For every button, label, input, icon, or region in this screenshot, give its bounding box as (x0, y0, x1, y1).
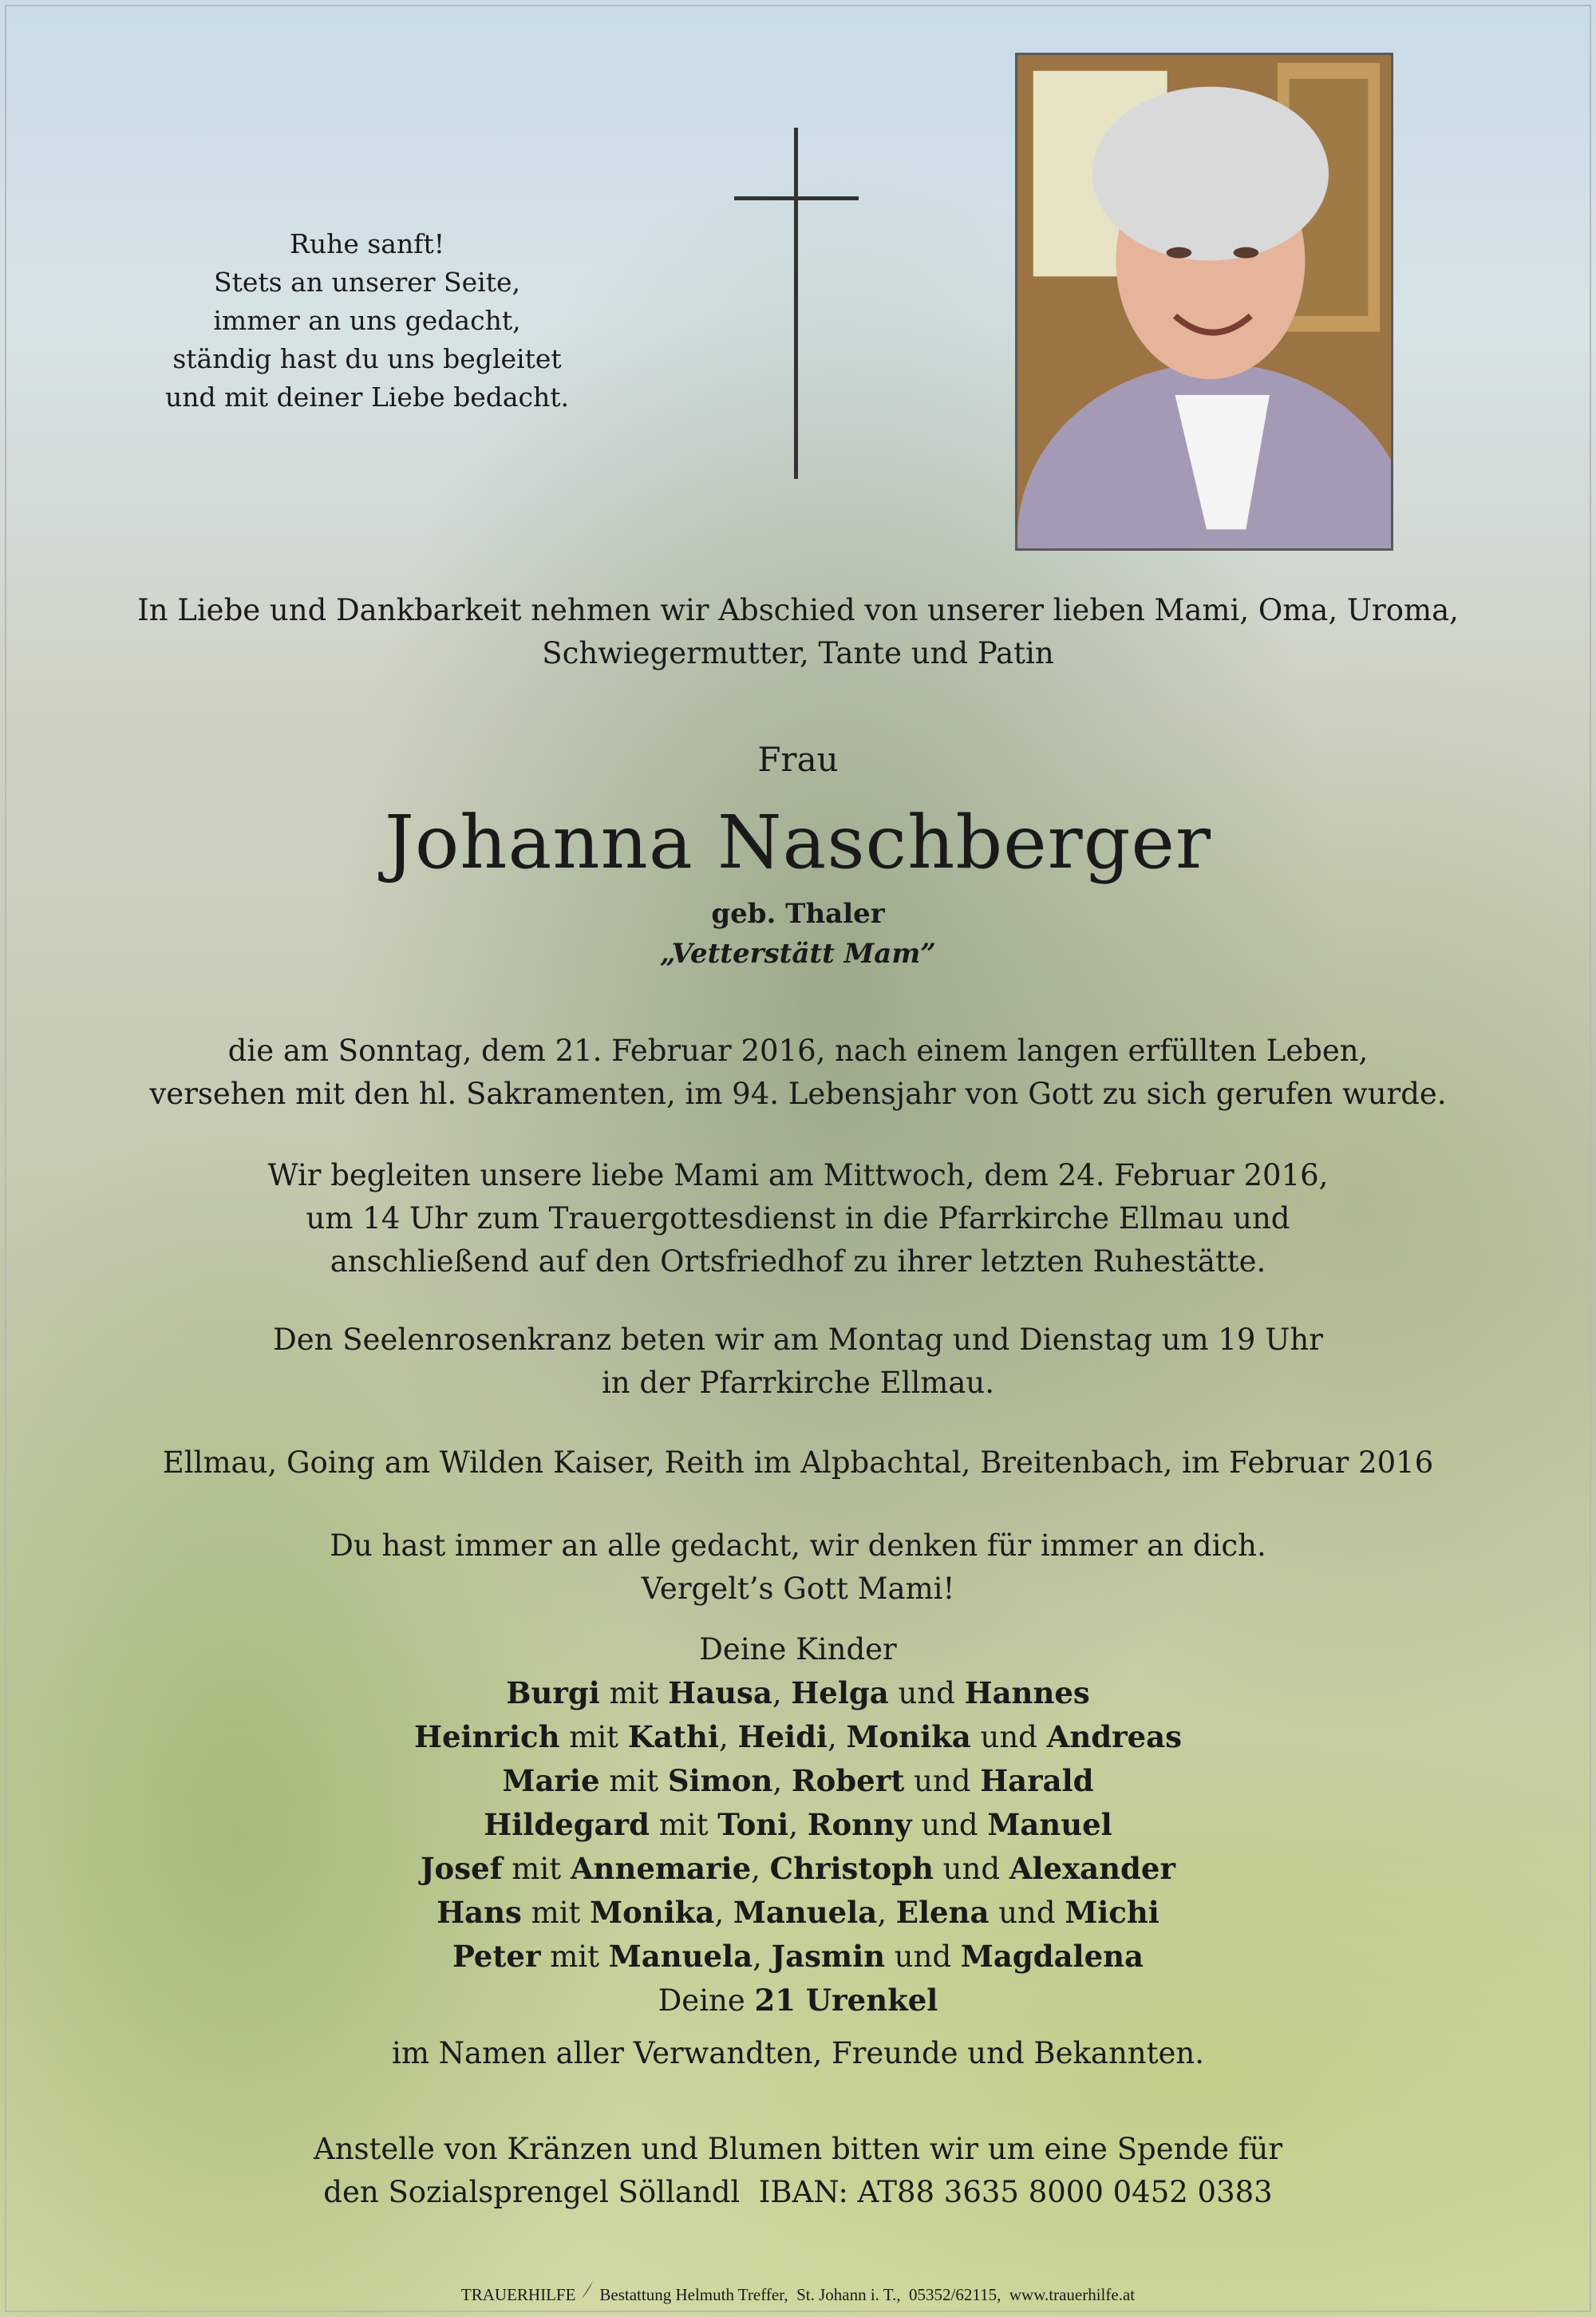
family-connector: und (888, 1676, 965, 1710)
family-name: 21 Urenkel (754, 1983, 938, 2018)
family-name: Hans (437, 1895, 522, 1930)
poem-line: Ruhe sanft! (290, 228, 444, 259)
closing-line: im Namen aller Verwandten, Freunde und Bekannten. (392, 2036, 1204, 2070)
cross-icon (734, 128, 859, 479)
family-connector: Deine (658, 1983, 755, 2018)
family-connector: , (828, 1720, 847, 1754)
family-name: Annemarie (570, 1851, 752, 1886)
family-line (0, 1671, 1596, 1715)
family-line (0, 1759, 1596, 1803)
family-connector: und (885, 1939, 961, 1974)
family-name: Ronny (807, 1807, 912, 1842)
poem (128, 225, 606, 417)
rosary-paragraph (0, 1319, 1596, 1405)
donation-line: Anstelle von Kränzen und Blumen bitten wir um eine Spende für (313, 2132, 1283, 2166)
family-connector: , (772, 1764, 792, 1798)
family-name: Toni (717, 1807, 789, 1842)
family-line (0, 1935, 1596, 1979)
family-name: Hannes (964, 1675, 1090, 1710)
family-heading: Deine Kinder (699, 1632, 897, 1667)
family-connector: , (788, 1808, 808, 1842)
paragraph-line: um 14 Uhr zum Trauergottesdienst in die Pfarrkirche Ellmau und (306, 1201, 1290, 1236)
family-name: Peter (452, 1939, 541, 1974)
family-connector: , (718, 1720, 738, 1754)
family-name: Manuel (987, 1807, 1112, 1842)
family-name: Elena (895, 1895, 990, 1930)
family-name: Andreas (1046, 1719, 1182, 1754)
deceased-name: Johanna Naschberger (385, 800, 1211, 885)
family-name: Helga (791, 1675, 889, 1710)
paragraph-line: in der Pfarrkirche Ellmau. (601, 1366, 995, 1400)
nickname: „Vetterstätt Mam” (660, 938, 936, 970)
paragraph-line: Vergelt’s Gott Mami! (641, 1572, 955, 1606)
paragraph-line: die am Sonntag, dem 21. Februar 2016, nach einem langen erfüllten Leben, (227, 1034, 1369, 1068)
salutation: Frau (757, 740, 839, 779)
family-name: Robert (791, 1763, 905, 1798)
paragraph-line: Du hast immer an alle gedacht, wir denken für immer an dich. (330, 1528, 1266, 1563)
donation-line: den Sozialsprengel Söllandl IBAN: AT88 3635 8000 0452 0383 (323, 2175, 1273, 2209)
family-connector: , (772, 1676, 792, 1710)
family-name: Manuela (733, 1895, 878, 1930)
family-connector: und (989, 1896, 1065, 1930)
places-line: Ellmau, Going am Wilden Kaiser, Reith im Alpbachtal, Breitenbach, im Februar 2016 (162, 1445, 1434, 1480)
intro-line: Schwiegermutter, Tante und Patin (542, 636, 1054, 670)
paragraph-line: versehen mit den hl. Sakramenten, im 94. Lebensjahr von Gott zu sich gerufen wurde. (149, 1077, 1447, 1111)
portrait-photo (1015, 53, 1393, 551)
family-name: Monika (590, 1895, 715, 1930)
family-name: Magdalena (960, 1939, 1144, 1974)
family-name: Michi (1065, 1895, 1159, 1930)
intro-text (0, 589, 1596, 675)
family-list (0, 1671, 1596, 2022)
family-line (0, 1979, 1596, 2022)
family-line (0, 1715, 1596, 1759)
family-connector: und (970, 1720, 1047, 1754)
family-connector: mit (540, 1939, 609, 1974)
family-connector: , (714, 1896, 733, 1930)
family-line (0, 1891, 1596, 1935)
family-name: Harald (980, 1763, 1094, 1798)
footer (0, 2279, 1596, 2306)
family-name: Alexander (1009, 1851, 1175, 1886)
funeral-paragraph (0, 1154, 1596, 1283)
family-connector: mit (559, 1720, 628, 1754)
family-connector: mit (649, 1808, 718, 1842)
family-name: Simon (667, 1763, 773, 1798)
paragraph-line: Wir begleiten unsere liebe Mami am Mittwoch, dem 24. Februar 2016, (267, 1158, 1329, 1192)
family-connector: mit (599, 1676, 669, 1710)
family-connector: und (911, 1808, 988, 1842)
intro-line: In Liebe und Dankbarkeit nehmen wir Abschied von unserer lieben Mami, Oma, Uroma, (137, 593, 1459, 627)
feather-icon (580, 2279, 595, 2300)
family-name: Marie (502, 1763, 600, 1798)
poem-line: immer an uns gedacht, (213, 305, 521, 336)
family-name: Kathi (627, 1719, 719, 1754)
family-connector: mit (502, 1852, 571, 1886)
family-connector: mit (521, 1896, 591, 1930)
donation-notice (0, 2128, 1596, 2214)
family-connector: , (751, 1852, 770, 1886)
poem-line: und mit deiner Liebe bedacht. (164, 382, 570, 413)
paragraph-line: Den Seelenrosenkranz beten wir am Montag und Dienstag um 19 Uhr (273, 1323, 1323, 1357)
paragraph-line: anschließend auf den Ortsfriedhof zu ihrer letzten Ruhestätte. (330, 1244, 1266, 1279)
birth-name: geb. Thaler (711, 898, 885, 930)
family-connector: , (753, 1939, 772, 1974)
family-name: Josef (421, 1851, 503, 1886)
family-name: Monika (846, 1719, 971, 1754)
family-connector: und (933, 1852, 1009, 1886)
family-name: Jasmin (771, 1939, 886, 1974)
death-paragraph (0, 1030, 1596, 1116)
family-connector: mit (599, 1764, 668, 1798)
family-name: Hausa (668, 1675, 772, 1710)
family-name: Hildegard (484, 1807, 650, 1842)
family-name: Manuela (608, 1939, 753, 1974)
family-name: Christoph (769, 1851, 934, 1886)
poem-line: Stets an unserer Seite, (213, 267, 520, 298)
family-name: Heinrich (414, 1719, 560, 1754)
poem-line: ständig hast du uns begleitet (172, 343, 562, 374)
family-connector: , (877, 1896, 896, 1930)
family-name: Burgi (506, 1675, 600, 1710)
family-connector: und (904, 1764, 981, 1798)
family-line (0, 1803, 1596, 1847)
family-name: Heidi (737, 1719, 828, 1754)
family-line (0, 1847, 1596, 1891)
footer-brand: TRAUERHILFE (460, 2285, 576, 2304)
farewell-paragraph (0, 1524, 1596, 1611)
footer-text: Bestattung Helmuth Treffer, St. Johann i. T., 05352/62115, www.trauerhilfe.at (599, 2285, 1136, 2304)
